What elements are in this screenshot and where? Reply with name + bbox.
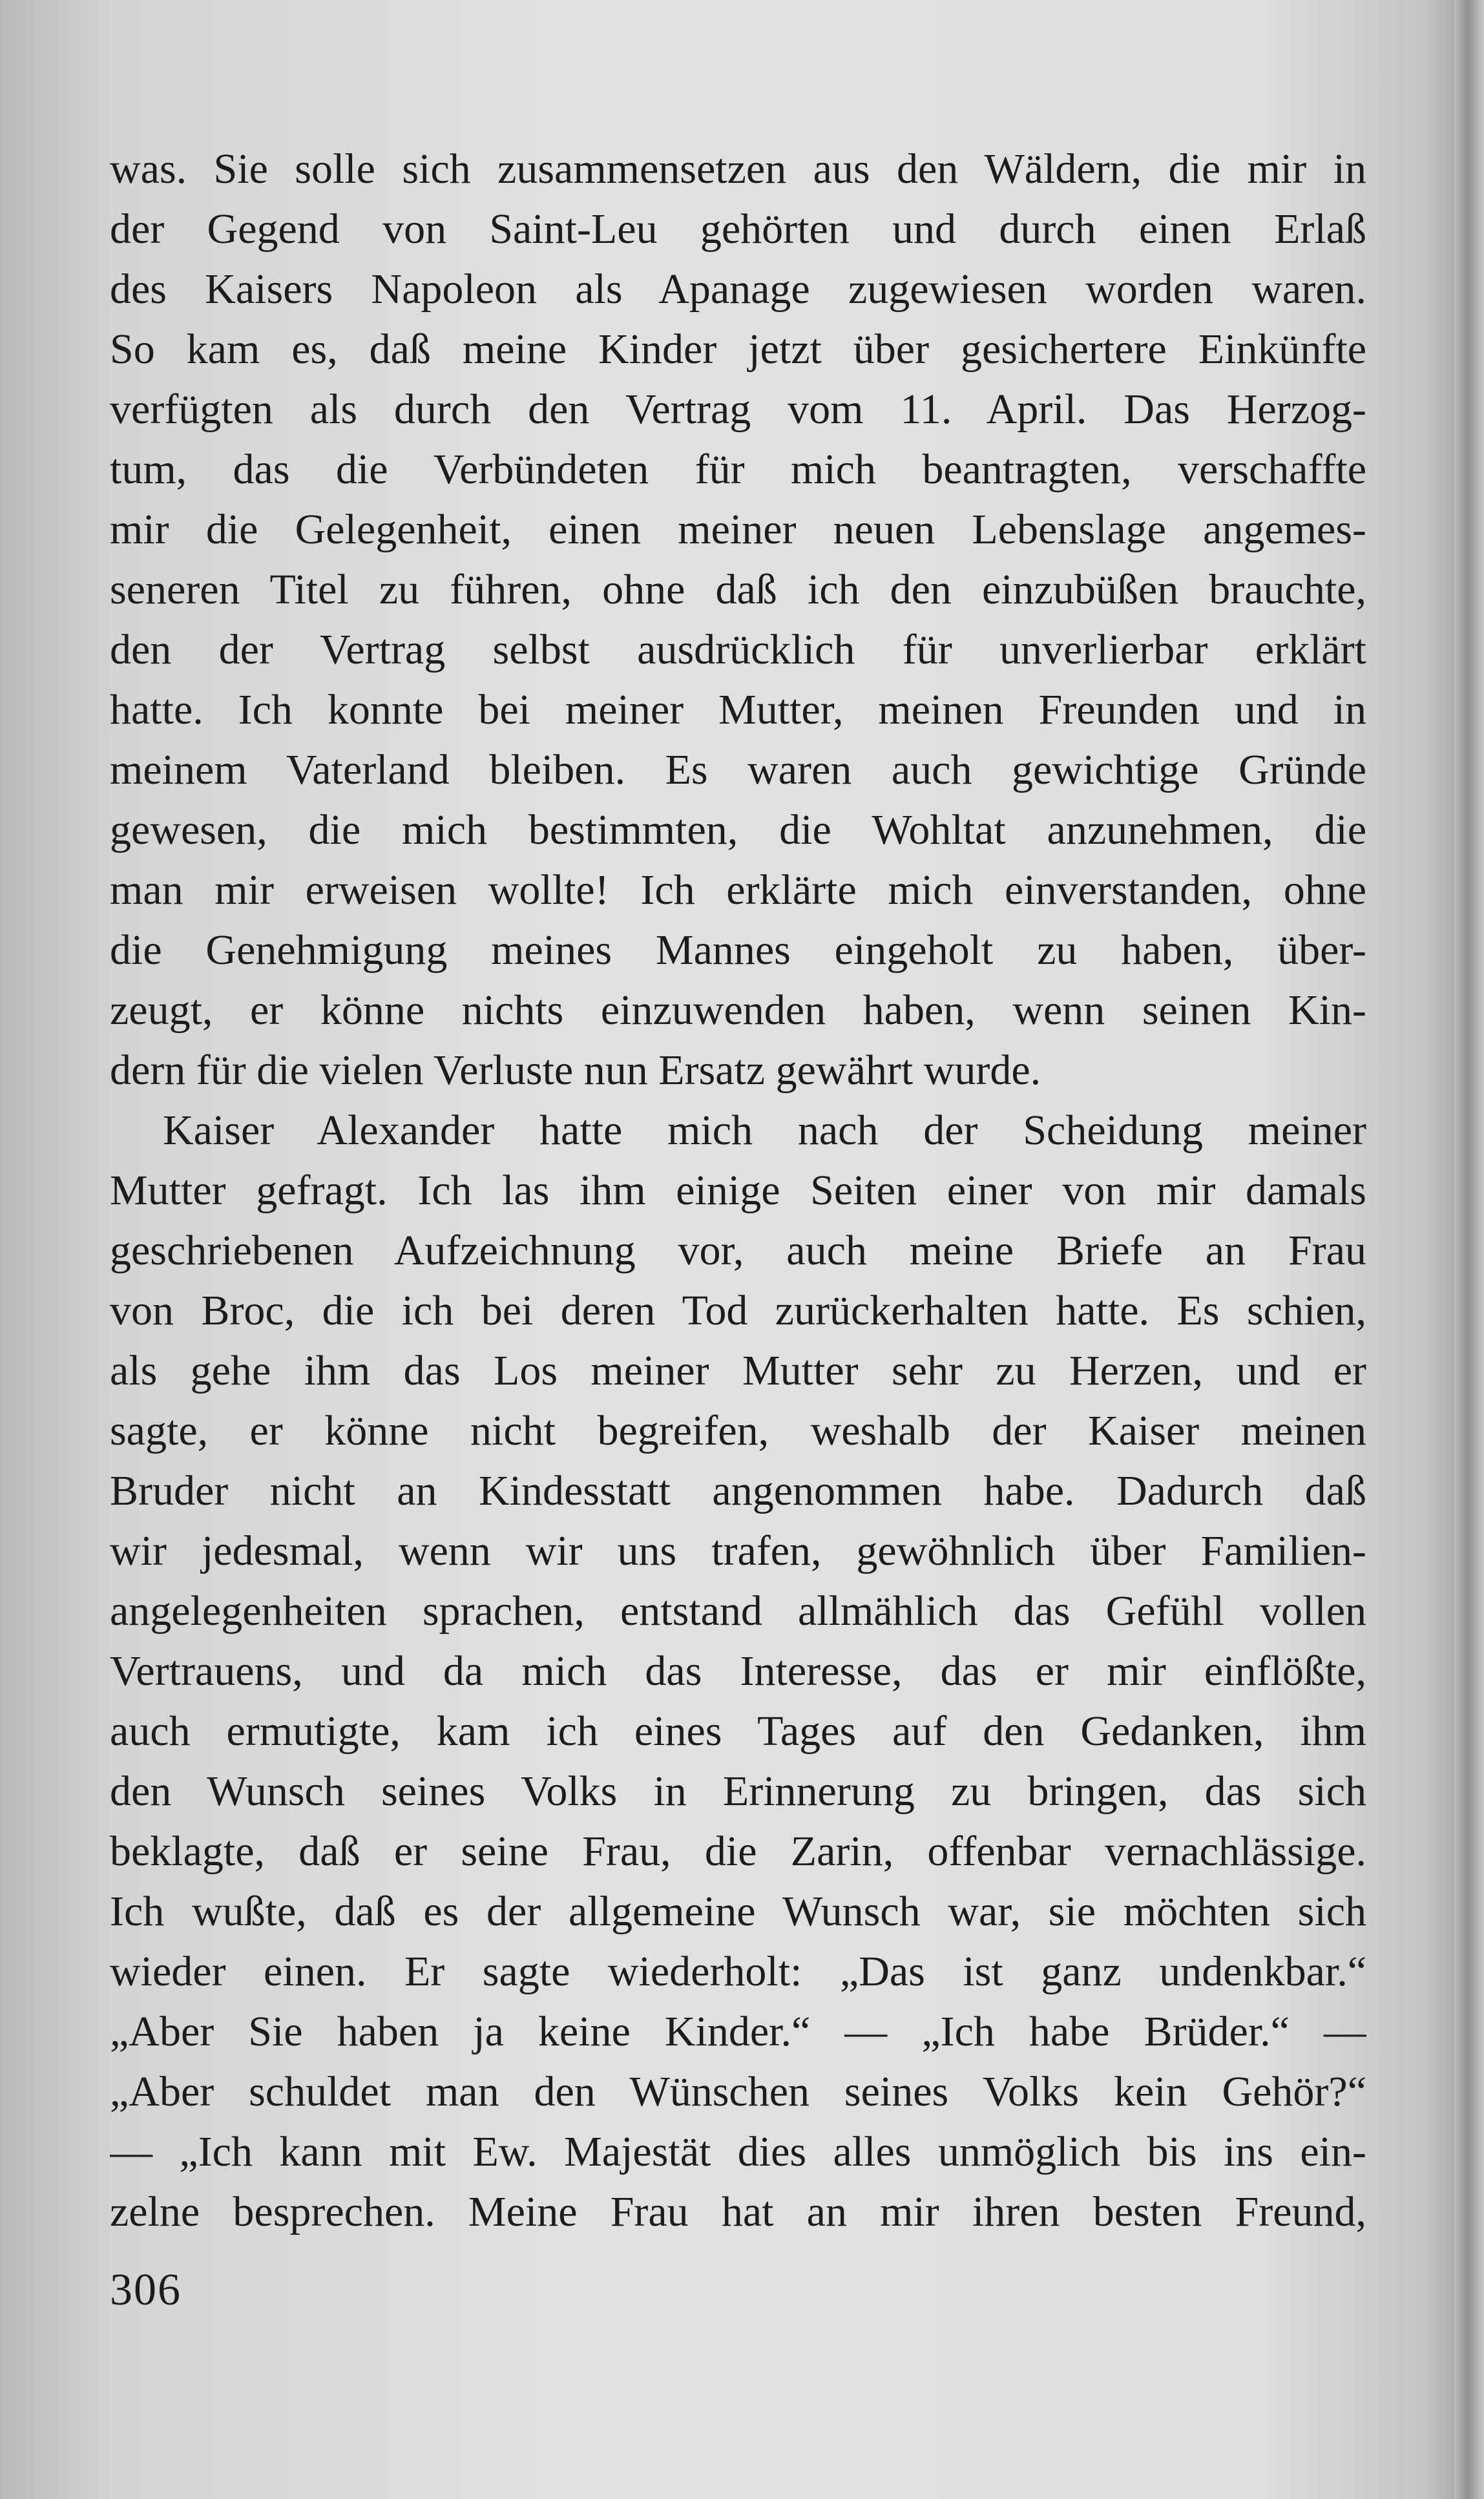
text-line: wir jedesmal, wenn wir uns trafen, gewöhnlich über Familien- [110, 1527, 1366, 1574]
text-line: meinem Vaterland bleiben. Es waren auch gewichtige Gründe [110, 746, 1366, 793]
text-line: des Kaisers Napoleon als Apanage zugewiesen worden waren. [110, 266, 1366, 313]
text-line: geschriebenen Aufzeichnung vor, auch meine Briefe an Frau [110, 1227, 1366, 1274]
text-line: gewesen, die mich bestimmten, die Wohltat anzunehmen, die [110, 806, 1366, 853]
text-line: So kam es, daß meine Kinder jetzt über gesichertere Einkünfte [110, 326, 1366, 373]
page-number: 306 [110, 2265, 182, 2315]
text-line: Bruder nicht an Kindesstatt angenommen habe. Dadurch daß [110, 1467, 1366, 1514]
text-line: dern für die vielen Verluste nun Ersatz gewährt wurde. [110, 1047, 1041, 1094]
text-line: „Aber Sie haben ja keine Kinder.“ — „Ich habe Brüder.“ — [110, 2008, 1366, 2055]
text-line: wieder einen. Er sagte wiederholt: „Das ist ganz undenkbar.“ [110, 1948, 1366, 1995]
text-line: der Gegend von Saint-Leu gehörten und durch einen Erlaß [110, 205, 1366, 253]
text-line: zeugt, er könne nichts einzuwenden haben, wenn seinen Kin- [110, 987, 1366, 1034]
text-line: „Aber schuldet man den Wünschen seines Volks kein Gehör?“ [110, 2068, 1366, 2115]
text-line: Mutter gefragt. Ich las ihm einige Seiten einer von mir damals [110, 1167, 1366, 1214]
body-text [110, 139, 1366, 2242]
text-line: Ich wußte, daß es der allgemeine Wunsch war, sie möchten sich [110, 1888, 1366, 1935]
text-line: sagte, er könne nicht begreifen, weshalb der Kaiser meinen [110, 1407, 1366, 1454]
text-line: mir die Gelegenheit, einen meiner neuen Lebenslage angemes- [110, 506, 1366, 553]
text-line: seneren Titel zu führen, ohne daß ich den einzubüßen brauchte, [110, 566, 1366, 613]
text-line: — „Ich kann mit Ew. Majestät dies alles unmöglich bis ins ein- [110, 2128, 1366, 2175]
text-line: den Wunsch seines Volks in Erinnerung zu bringen, das sich [110, 1768, 1366, 1815]
text-line: beklagte, daß er seine Frau, die Zarin, offenbar vernachlässige. [110, 1828, 1366, 1875]
text-line: von Broc, die ich bei deren Tod zurückerhalten hatte. Es schien, [110, 1287, 1366, 1334]
text-line: was. Sie solle sich zusammensetzen aus den Wäldern, die mir in [110, 145, 1366, 193]
text-line: man mir erweisen wollte! Ich erklärte mich einverstanden, ohne [110, 866, 1366, 914]
text-line: den der Vertrag selbst ausdrücklich für unverlierbar erklärt [110, 626, 1366, 673]
text-line: als gehe ihm das Los meiner Mutter sehr zu Herzen, und er [110, 1347, 1366, 1394]
text-line: die Genehmigung meines Mannes eingeholt zu haben, über- [110, 926, 1366, 974]
text-line: angelegenheiten sprachen, entstand allmählich das Gefühl vollen [110, 1587, 1366, 1635]
text-line: Vertrauens, und da mich das Interesse, das er mir einflößte, [110, 1647, 1366, 1695]
text-line: tum, das die Verbündeten für mich beantragten, verschaffte [110, 446, 1366, 493]
text-line: verfügten als durch den Vertrag vom 11. April. Das Herzog- [110, 386, 1366, 433]
text-line: Kaiser Alexander hatte mich nach der Scheidung meiner [163, 1107, 1366, 1154]
text-line: auch ermutigte, kam ich eines Tages auf den Gedanken, ihm [110, 1708, 1366, 1755]
text-line: hatte. Ich konnte bei meiner Mutter, meinen Freunden und in [110, 686, 1366, 733]
text-line: zelne besprechen. Meine Frau hat an mir ihren besten Freund, [110, 2188, 1366, 2235]
page-edge-shadow [1454, 0, 1484, 2499]
